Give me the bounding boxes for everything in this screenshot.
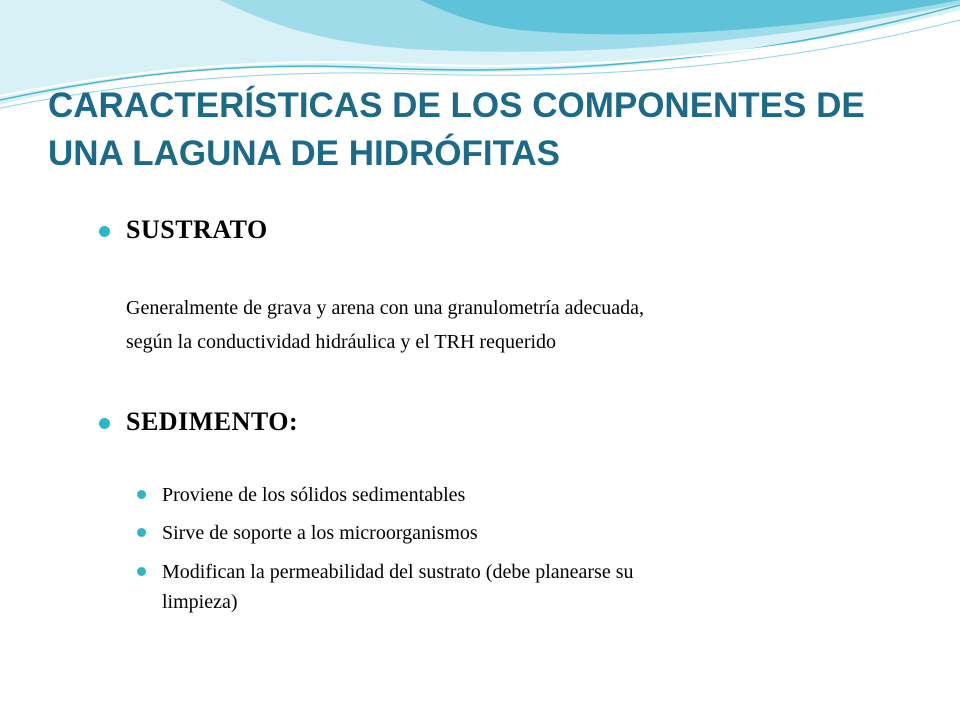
section-heading-sustrato: SUSTRATO bbox=[126, 215, 268, 244]
list-item: Proviene de los sólidos sedimentables bbox=[162, 484, 466, 506]
list-item-line: limpieza) bbox=[162, 591, 238, 613]
sub-bullet-icon bbox=[137, 490, 146, 499]
text-line: según la conductividad hidráulica y el TRH requerido bbox=[126, 331, 557, 353]
sub-bullet-icon bbox=[137, 567, 146, 576]
list-item: Sirve de soporte a los microorganismos bbox=[162, 522, 478, 544]
text-line: Generalmente de grava y arena con una granulometría adecuada, bbox=[126, 297, 645, 319]
list-item-line: Modifican la permeabilidad del sustrato (debe planearse su bbox=[162, 561, 634, 583]
section-heading-sedimento: SEDIMENTO: bbox=[126, 407, 299, 436]
sub-bullet-icon bbox=[137, 528, 146, 537]
bullet-icon bbox=[99, 226, 110, 237]
section-text-sustrato bbox=[126, 291, 906, 359]
slide-title bbox=[48, 82, 908, 178]
list-item bbox=[162, 557, 902, 617]
title-line-2: UNA LAGUNA DE HIDRÓFITAS bbox=[48, 134, 561, 173]
bullet-icon bbox=[99, 418, 110, 429]
title-line-1: CARACTERÍSTICAS DE LOS COMPONENTES DE bbox=[48, 86, 865, 125]
